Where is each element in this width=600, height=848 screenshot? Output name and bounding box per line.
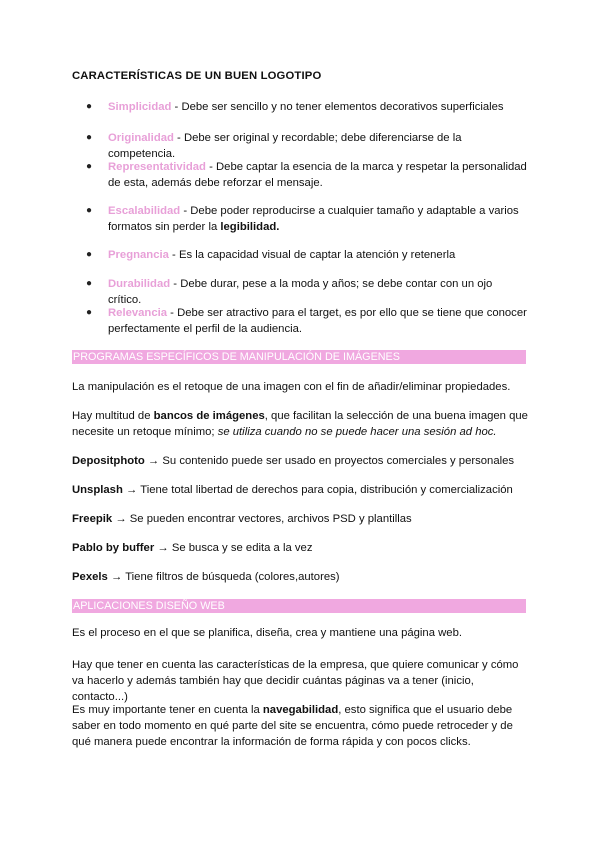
- bullet-dot-icon: ●: [86, 161, 93, 172]
- term-label: Pregnancia: [108, 249, 169, 261]
- arrow-separator: →: [112, 513, 130, 525]
- term-label: Escalabilidad: [108, 205, 181, 217]
- text-run: , que facilitan la selección de una buena imagen que necesite un retoque mínimo;: [72, 410, 528, 438]
- bank-description: Se pueden encontrar vectores, archivos PSD y plantillas: [129, 513, 412, 525]
- bank-name: Pablo by buffer: [72, 542, 155, 554]
- arrow-separator: →: [107, 571, 126, 583]
- arrow-separator: →: [154, 542, 172, 554]
- text-emphasis: bancos de imágenes: [153, 410, 265, 422]
- image-bank-item: [72, 540, 532, 556]
- term-label: Simplicidad: [108, 101, 172, 113]
- term-description: Es la capacidad visual de captar la atención y retenerla: [178, 249, 456, 261]
- text-emphasis: navegabilidad: [262, 704, 339, 716]
- list-item: [86, 276, 528, 308]
- term-emphasis: legibilidad.: [220, 221, 280, 233]
- term-separator: -: [170, 278, 181, 290]
- image-bank-item: [72, 511, 532, 527]
- term-description: Debe ser atractivo para el target, es por ello que se tiene que conocer perfectamente el perfil de la audiencia.: [108, 307, 527, 335]
- term-separator: -: [205, 161, 216, 173]
- bank-name: Unsplash: [72, 484, 123, 496]
- term-label: Durabilidad: [108, 278, 171, 290]
- term-separator: -: [180, 205, 191, 217]
- bullet-dot-icon: ●: [86, 132, 93, 143]
- arrow-separator: →: [122, 484, 141, 496]
- term-description: Debe captar la esencia de la marca y respetar la personalidad de esta, además debe reforzar el mensaje.: [108, 161, 527, 189]
- list-item: [86, 159, 528, 191]
- section-heading-web-design: APLICACIONES DISEÑO WEB: [72, 599, 526, 613]
- paragraph: [72, 702, 532, 750]
- image-bank-item: [72, 453, 532, 469]
- term-description: Debe ser original y recordable; debe diferenciarse de la competencia.: [108, 132, 462, 160]
- term-separator: -: [171, 101, 182, 113]
- term-description: Debe ser sencillo y no tener elementos decorativos superficiales: [181, 101, 504, 113]
- paragraph: La manipulación es el retoque de una imagen con el fin de añadir/eliminar propiedades.: [72, 381, 511, 393]
- paragraph: Hay que tener en cuenta las características de la empresa, que quiere comunicar y cómo va hacerlo y además también hay que decidir cuántas páginas va a tener (inicio, contacto...): [72, 659, 519, 703]
- term-description: Debe durar, pese a la moda y años; se debe contar con un ojo crítico.: [108, 278, 493, 306]
- term-description: Debe poder reproducirse a cualquier tamaño y adaptable a varios formatos sin perder la: [108, 205, 519, 233]
- bullet-dot-icon: ●: [86, 101, 93, 112]
- list-item: [86, 305, 528, 337]
- list-item: [86, 130, 528, 162]
- text-run: Hay multitud de: [72, 410, 154, 422]
- image-bank-item: [72, 569, 532, 585]
- term-separator: -: [168, 249, 179, 261]
- term-separator: -: [167, 307, 178, 319]
- bank-name: Depositphoto: [72, 455, 145, 467]
- bank-description: Tiene total libertad de derechos para copia, distribución y comercialización: [140, 484, 513, 496]
- paragraph: Es el proceso en el que se planifica, diseña, crea y mantiene una página web.: [72, 627, 462, 639]
- text-run: , esto significa que el usuario debe saber en todo momento en qué parte del site se encuentra, cómo puede retroceder y de qué manera puede encontrar la información de forma rápida y con pocos clicks.: [72, 704, 513, 748]
- term-label: Originalidad: [108, 132, 174, 144]
- bank-name: Freepik: [72, 513, 113, 525]
- list-item: [86, 203, 528, 235]
- bullet-dot-icon: ●: [86, 278, 93, 289]
- bullet-dot-icon: ●: [86, 249, 93, 260]
- list-item: [86, 99, 528, 115]
- list-item: [86, 247, 528, 263]
- bullet-dot-icon: ●: [86, 205, 93, 216]
- bullet-dot-icon: ●: [86, 307, 93, 318]
- bank-description: Tiene filtros de búsqueda (colores,autores): [125, 571, 340, 583]
- arrow-separator: →: [144, 455, 163, 467]
- text-italic: se utiliza cuando no se puede hacer una sesión ad hoc.: [217, 426, 497, 438]
- term-label: Relevancia: [108, 307, 168, 319]
- text-run: Es muy importante tener en cuenta la: [72, 704, 263, 716]
- term-label: Representatividad: [108, 161, 206, 173]
- bank-name: Pexels: [72, 571, 108, 583]
- term-separator: -: [173, 132, 184, 144]
- image-bank-item: [72, 482, 532, 498]
- section-heading-image-programs: PROGRAMAS ESPECÍFICOS DE MANIPULACIÓN DE IMÁGENES: [72, 350, 526, 364]
- paragraph: [72, 408, 532, 440]
- page-title: CARACTERÍSTICAS DE UN BUEN LOGOTIPO: [72, 70, 322, 82]
- bank-description: Su contenido puede ser usado en proyectos comerciales y personales: [162, 455, 515, 467]
- bank-description: Se busca y se edita a la vez: [171, 542, 313, 554]
